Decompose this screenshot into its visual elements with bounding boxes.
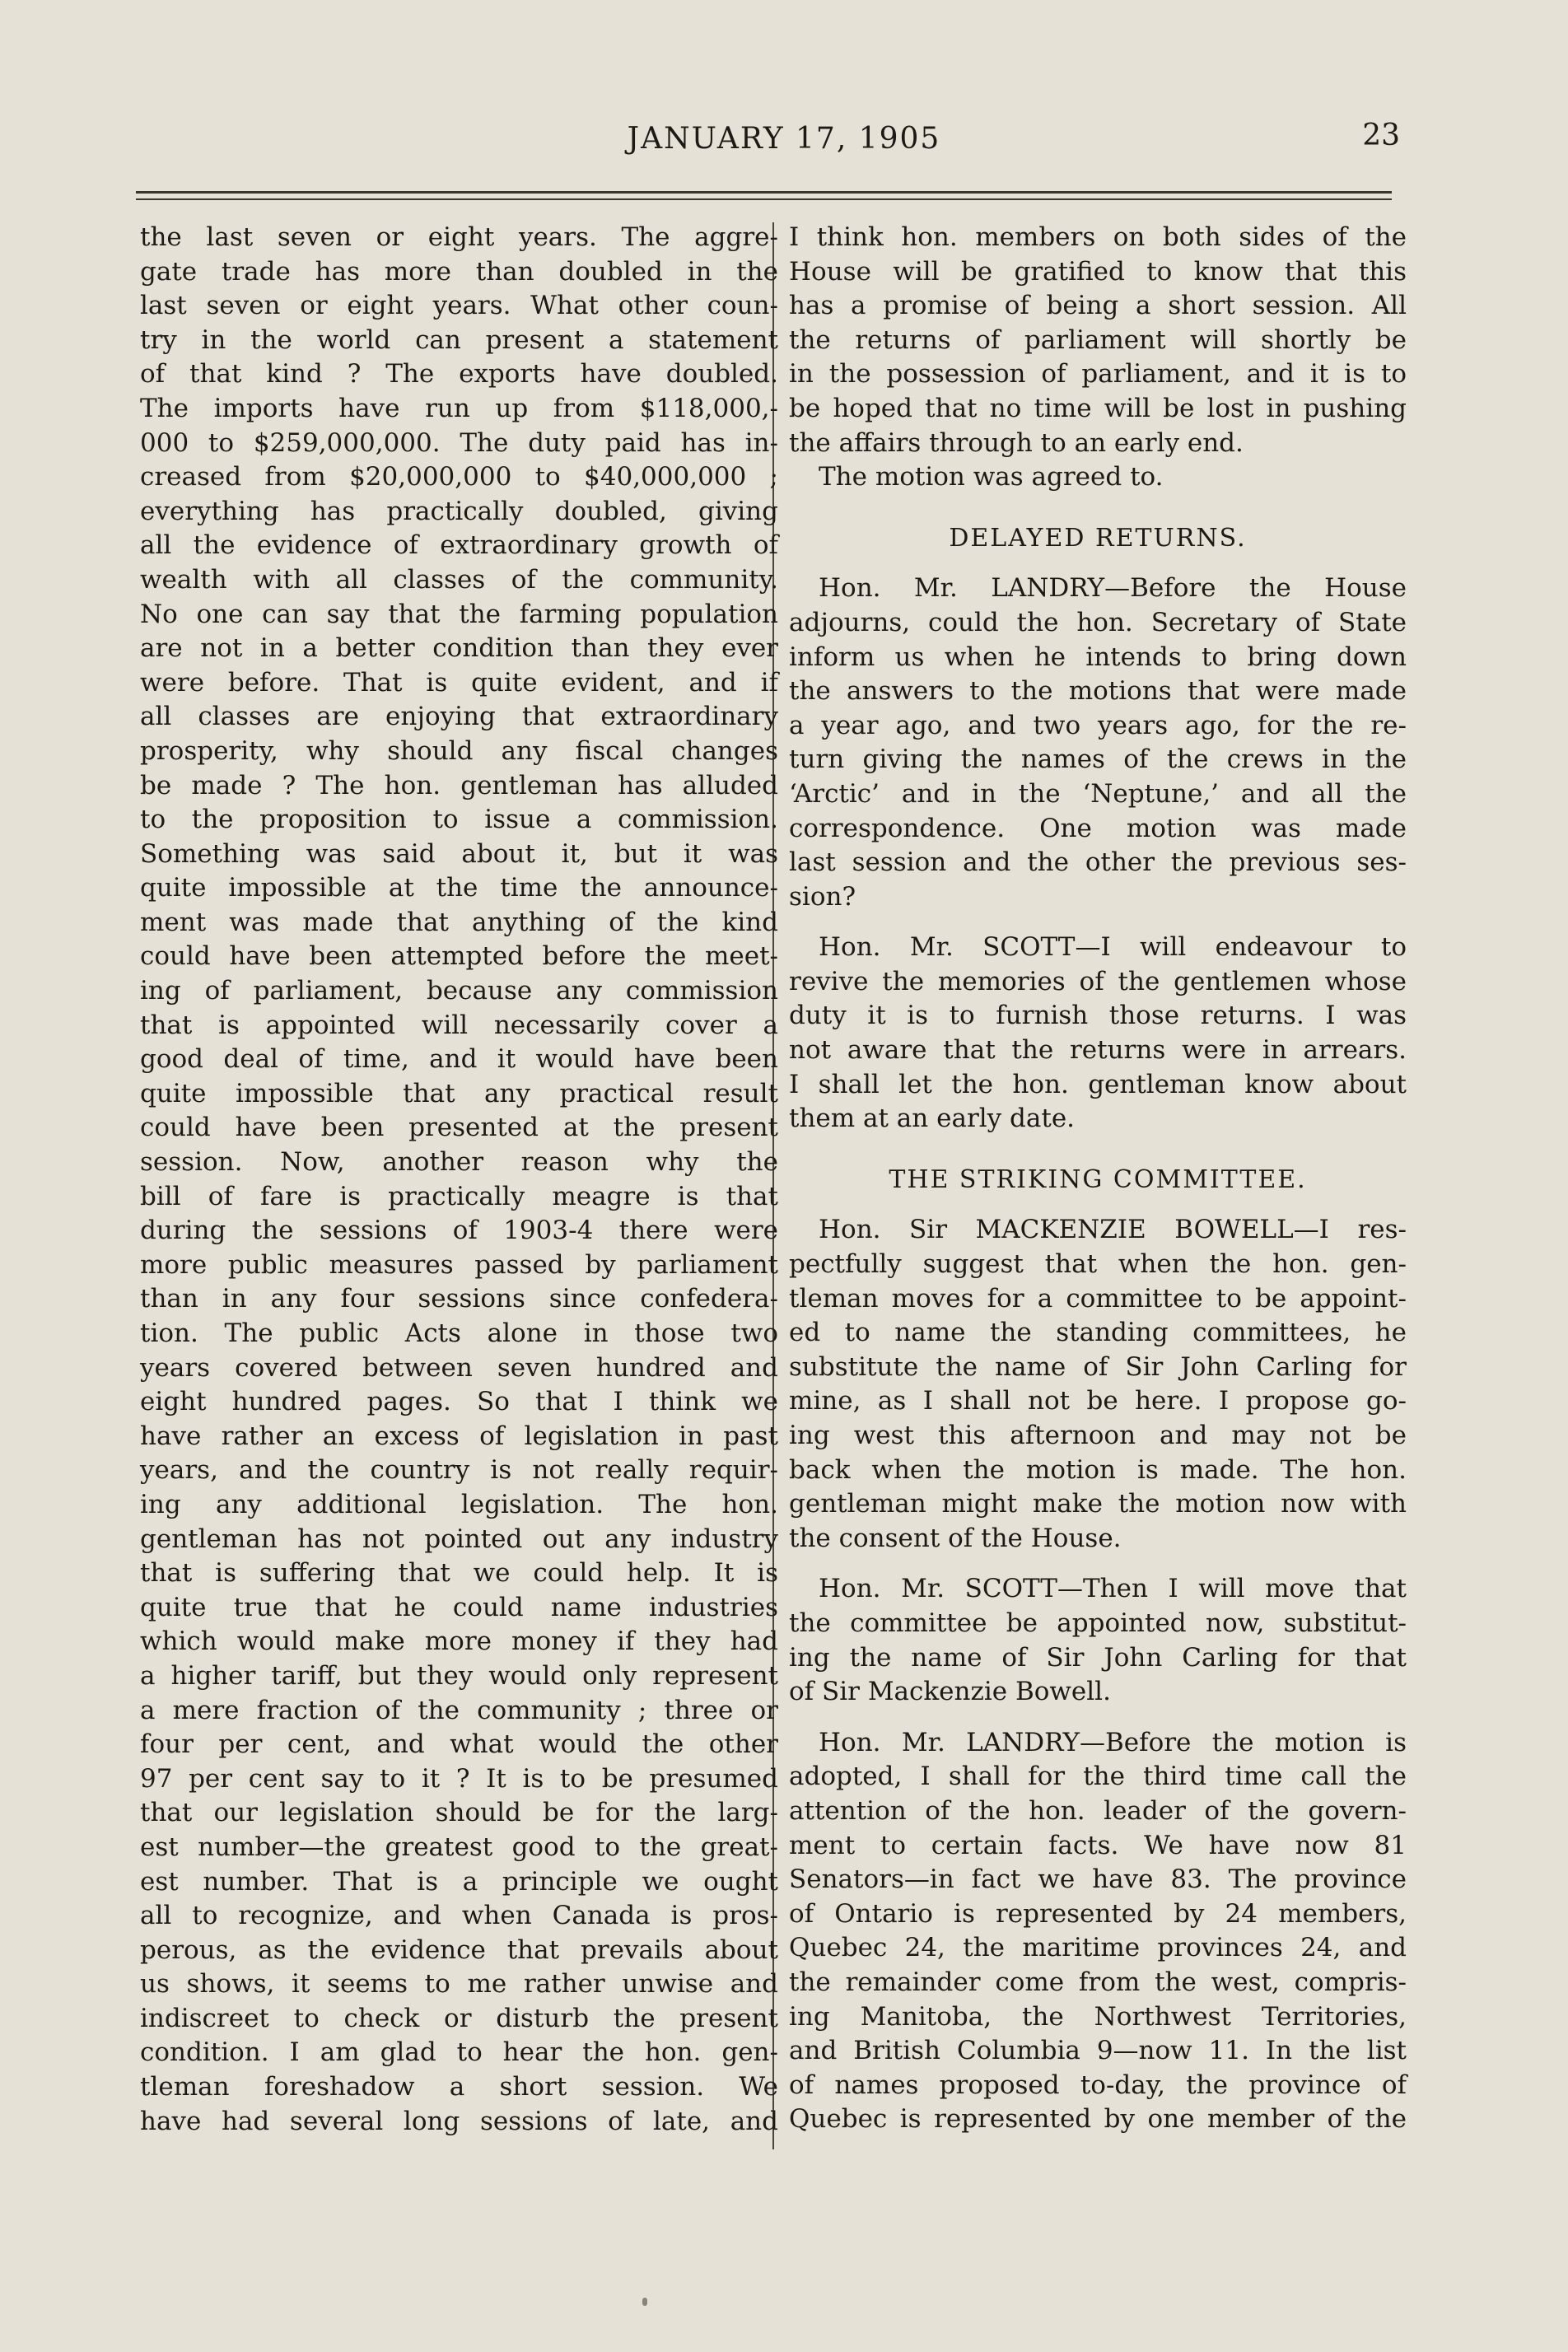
text-line: eight hundred pages. So that I think we (140, 1387, 778, 1417)
paper-speck (642, 2298, 647, 2306)
text-line: bill of fare is practically meagre is that (140, 1181, 778, 1211)
text-line: indiscreet to check or disturb the present (140, 2003, 778, 2033)
text-line: be hoped that no time will be lost in pushing (789, 393, 1407, 423)
paragraph-gap (789, 1710, 1407, 1726)
text-line: ing any additional legislation. The hon. (140, 1489, 778, 1519)
text-line: all to recognize, and when Canada is pros- (140, 1901, 778, 1931)
text-line: sion? (789, 881, 856, 912)
text-line: were before. That is quite evident, and if (140, 667, 778, 698)
text-line: Something was said about it, but it was (140, 838, 778, 869)
text-line: correspondence. One motion was made (789, 813, 1407, 843)
text-line: adopted, I shall for the third time call the (789, 1762, 1407, 1792)
text-line: has a promise of being a short session. All (789, 291, 1407, 321)
right-column (789, 221, 1407, 2137)
text-line: quite impossible that any practical result (140, 1078, 778, 1108)
text-line: than in any four sessions since confedera- (140, 1284, 778, 1314)
text-line: have rather an excess of legislation in past (140, 1421, 778, 1451)
text-line: years, and the country is not really requir- (140, 1455, 778, 1486)
text-line: be made ? The hon. gentleman has alluded (140, 770, 778, 800)
text-line: more public measures passed by parliament (140, 1249, 778, 1280)
text-line: the answers to the motions that were made (789, 676, 1407, 707)
paragraph-gap (789, 914, 1407, 931)
text-line: years covered between seven hundred and (140, 1352, 778, 1383)
text-line: could have been presented at the present (140, 1113, 778, 1143)
text-line: not aware that the returns were in arrears. (789, 1035, 1407, 1066)
text-line: The imports have run up from $118,000,- (140, 393, 778, 423)
text-line: all classes are enjoying that extraordinary (140, 702, 778, 732)
header-rule-secondary (136, 198, 1392, 200)
text-line: Hon. Mr. LANDRY—Before the House (819, 573, 1407, 604)
text-line: perous, as the evidence that prevails about (140, 1934, 778, 1965)
text-line: wealth with all classes of the community. (140, 564, 778, 595)
text-line: of that kind ? The exports have doubled. (140, 359, 778, 390)
text-line: Quebec 24, the maritime provinces 24, and (789, 1933, 1407, 1963)
text-line: revive the memories of the gentlemen whose (789, 966, 1407, 996)
text-line: substitute the name of Sir John Carling for (789, 1351, 1407, 1382)
text-line: last seven or eight years. What other coun- (140, 291, 778, 321)
section-heading-striking-committee: THE STRIKING COMMITTEE. (889, 1164, 1307, 1194)
text-line: duty it is to furnish those returns. I was (789, 1001, 1407, 1031)
text-line: No one can say that the farming population (140, 599, 778, 629)
paragraph-gap (789, 495, 1407, 521)
text-line: Hon. Mr. SCOTT—I will endeavour to (819, 932, 1407, 963)
text-line: and British Columbia 9—now 11. In the list (789, 2036, 1407, 2066)
text-line: ing west this afternoon and may not be (789, 1421, 1407, 1450)
text-line: the returns of parliament will shortly be (789, 324, 1407, 355)
text-line: ed to name the standing committees, he (789, 1318, 1407, 1348)
text-line: to the proposition to issue a commission. (140, 805, 778, 835)
text-line: pectfully suggest that when the hon. gen- (789, 1249, 1407, 1280)
text-line: of Ontario is represented by 24 members, (789, 1898, 1407, 1929)
text-line: everything has practically doubled, giving (140, 496, 778, 526)
text-line: creased from $20,000,000 to $40,000,000 ; (140, 462, 778, 492)
text-line: four per cent, and what would the other (140, 1729, 778, 1760)
text-line: condition. I am glad to hear the hon. gen- (140, 2037, 778, 2068)
text-line: 97 per cent say to it ? It is to be presumed (140, 1763, 778, 1794)
text-line: the last seven or eight years. The aggre- (140, 222, 778, 252)
left-column (140, 221, 778, 2139)
paragraph-gap (789, 1556, 1407, 1572)
text-line: ing Manitoba, the Northwest Territories, (789, 2001, 1407, 2032)
text-line: est number. That is a principle we ought (140, 1866, 778, 1897)
text-line: quite impossible at the time the announce- (140, 873, 778, 903)
running-head-date: JANUARY 17, 1905 (627, 122, 941, 156)
text-line: session. Now, another reason why the (140, 1147, 778, 1178)
text-line: ing the name of Sir John Carling for that (789, 1642, 1407, 1673)
text-line: that is appointed will necessarily cover a (140, 1010, 778, 1040)
text-line: all the evidence of extraordinary growth of (140, 530, 778, 561)
text-line: turn giving the names of the crews in the (789, 744, 1407, 775)
text-line: mine, as I shall not be here. I propose go- (789, 1386, 1407, 1416)
text-line: good deal of time, and it would have been (140, 1044, 778, 1075)
text-line: the affairs through to an early end. (789, 427, 1244, 458)
text-line: I think hon. members on both sides of the (789, 222, 1407, 252)
text-line: could have been attempted before the meet- (140, 941, 778, 972)
text-line: ing of parliament, because any commission (140, 976, 778, 1006)
paragraph-gap (789, 1136, 1407, 1163)
text-line: Quebec is represented by one member of the (789, 2104, 1407, 2135)
text-line: gentleman might make the motion now with (789, 1489, 1407, 1519)
text-line: inform us when he intends to bring down (789, 642, 1407, 672)
text-line: gentleman has not pointed out any industry (140, 1524, 778, 1554)
text-line: the consent of the House. (789, 1523, 1122, 1553)
text-line: back when the motion is made. The hon. (789, 1454, 1407, 1485)
text-line: ment was made that anything of the kind (140, 907, 778, 937)
text-line: which would make more money if they had (140, 1626, 778, 1657)
text-line: tleman moves for a committee to be appoint- (789, 1283, 1407, 1314)
text-line: ‘Arctic’ and in the ‘Neptune,’ and all the (789, 778, 1407, 809)
paragraph-gap (789, 555, 1407, 572)
text-line: attention of the hon. leader of the govern- (789, 1795, 1407, 1826)
text-line: a mere fraction of the community ; three or (140, 1695, 778, 1725)
text-line: House will be gratified to know that this (789, 256, 1407, 287)
text-line: in the possession of parliament, and it is to (789, 359, 1407, 390)
text-line: Hon. Mr. SCOTT—Then I will move that (819, 1574, 1407, 1604)
text-line: during the sessions of 1903-4 there were (140, 1216, 778, 1246)
text-line: that is suffering that we could help. It is (140, 1558, 778, 1589)
text-line: the committee be appointed now, substitut- (789, 1608, 1407, 1638)
text-line: gate trade has more than doubled in the (140, 256, 778, 287)
text-line: Hon. Sir MACKENZIE BOWELL—I res- (819, 1215, 1407, 1245)
text-line: us shows, it seems to me rather unwise and (140, 1969, 778, 2000)
text-line: Hon. Mr. LANDRY—Before the motion is (819, 1727, 1407, 1757)
text-line: Senators—in fact we have 83. The province (789, 1864, 1407, 1895)
text-line: 000 to $259,000,000. The duty paid has in- (140, 427, 778, 458)
text-line: tleman foreshadow a short session. We (140, 2072, 778, 2102)
text-line: tion. The public Acts alone in those two (140, 1318, 778, 1348)
text-line: ment to certain facts. We have now 81 (789, 1830, 1407, 1860)
text-line: est number—the greatest good to the great- (140, 1832, 778, 1862)
text-line: them at an early date. (789, 1104, 1076, 1134)
text-line: the remainder come from the west, compris- (789, 1967, 1407, 1997)
section-heading-delayed-returns: DELAYED RETURNS. (949, 523, 1247, 553)
page-number: 23 (1362, 119, 1400, 152)
text-line: last session and the other the previous ses- (789, 847, 1407, 878)
text-line: of names proposed to-day, the province of (789, 2070, 1407, 2100)
text-line: of Sir Mackenzie Bowell. (789, 1677, 1111, 1707)
text-line: a higher tariff, but they would only represent (140, 1660, 778, 1691)
text-line: that our legislation should be for the larg- (140, 1798, 778, 1828)
text-line: prosperity, why should any fiscal changes (140, 735, 778, 766)
text-line: The motion was agreed to. (819, 462, 1164, 492)
text-line: a year ago, and two years ago, for the re- (789, 710, 1407, 740)
text-line: try in the world can present a statement (140, 324, 778, 355)
text-line: adjourns, could the hon. Secretary of State (789, 607, 1407, 637)
text-line: quite true that he could name industries (140, 1592, 778, 1622)
text-line: are not in a better condition than they ever (140, 633, 778, 664)
text-line: I shall let the hon. gentleman know about (789, 1069, 1407, 1099)
paragraph-gap (789, 1197, 1407, 1213)
header-rule (136, 191, 1392, 194)
text-line: have had several long sessions of late, and (140, 2106, 778, 2136)
